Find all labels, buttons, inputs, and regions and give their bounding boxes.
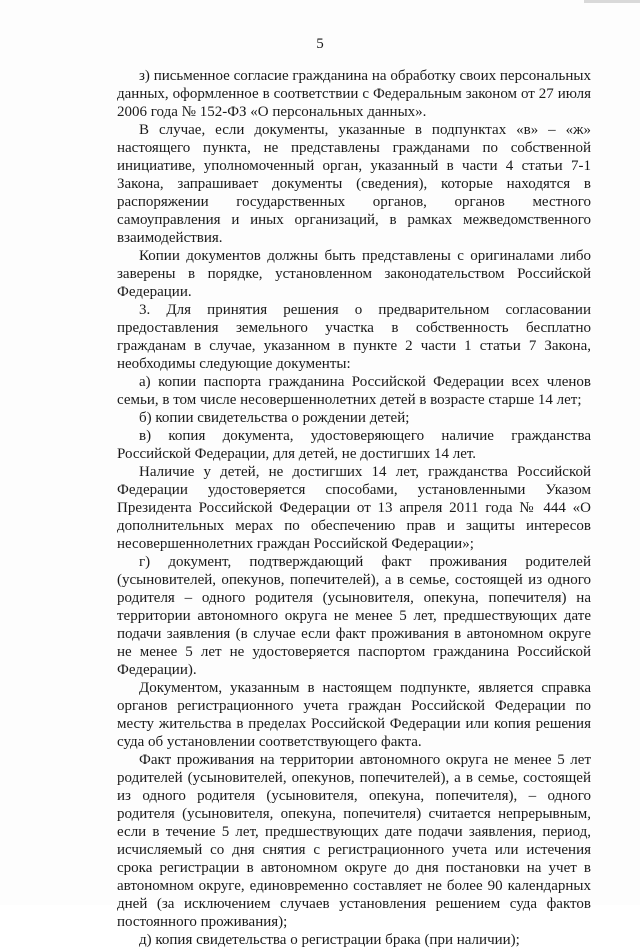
paragraph-g-residence-proof: г) документ, подтверждающий факт проживания родителей (усыновителей, опекунов, попечителей), а в семье, состоящей из одного родителя – одного родителя (усыновителя, опекуна, попечителя) на территории автономного округа не менее 5 лет, предшествующих дате подачи заявления (в случае если факт проживания в автономном округе не менее 5 лет не удостоверяется паспортом гражданина Российской Федерации).	[117, 554, 591, 678]
document-body	[117, 67, 591, 949]
paragraph-section-3: 3. Для принятия решения о предварительном согласовании предоставления земельного участка в собственность бесплатно гражданам в случае, указанном в пункте 2 части 1 статьи 7 Закона, необходимы следующие документы:	[117, 302, 591, 372]
paragraph-d-marriage-certificate: д) копия свидетельства о регистрации брака (при наличии);	[139, 932, 520, 948]
paragraph-b-birth-certificates: б) копии свидетельства о рождении детей;	[139, 410, 410, 426]
page-number: 5	[316, 36, 324, 52]
paragraph-z-consent: з) письменное согласие гражданина на обработку своих персональных данных, оформленное в соответствии с Федеральным законом от 27 июля 2006 года № 152-ФЗ «О персональных данных».	[117, 68, 591, 120]
scan-edge-mark	[584, 0, 640, 3]
paragraph-a-passport-copies: а) копии паспорта гражданина Российской Федерации всех членов семьи, в том числе несовершеннолетних детей в возрасте старше 14 лет;	[117, 374, 591, 408]
paragraph-citizenship-decree: Наличие у детей, не достигших 14 лет, гражданства Российской Федерации удостоверяется способами, установленными Указом Президента Российской Федерации от 13 апреля 2011 года № 444 «О дополнительных мерах по обеспечению прав и защиты интересов несовершеннолетних граждан Российской Федерации»;	[117, 464, 591, 552]
paragraph-continuous-residence: Факт проживания на территории автономного округа не менее 5 лет родителей (усыновителей, опекунов, попечителей), а в семье, состоящей из одного родителя (усыновителя, опекуна, попечителя), – одного родителя (усыновителя, опекуна, попечителя) считается непрерывным, если в течение 5 лет, предшествующих дате подачи заявления, период, исчисляемый со дня снятия с регистрационного учета или истечения срока регистрации в автономном округе до дня постановки на учет в автономном округе, единовременно составляет не более 90 календарных дней (за исключением случаев установления решением суда фактов постоянного проживания);	[117, 752, 591, 930]
paragraph-copies-certified: Копии документов должны быть представлены с оригиналами либо заверены в порядке, установленном законодательством Российской Федерации.	[117, 248, 591, 300]
paragraph-interagency-request: В случае, если документы, указанные в подпунктах «в» – «ж» настоящего пункта, не представлены гражданами по собственной инициативе, уполномоченный орган, указанный в части 4 статьи 7-1 Закона, запрашивает документы (сведения), которые находятся в распоряжении государственных органов, органов местного самоуправления и иных организаций, в рамках межведомственного взаимодействия.	[117, 122, 591, 246]
paragraph-registration-certificate: Документом, указанным в настоящем подпункте, является справка органов регистрационного учета граждан Российской Федерации по месту жительства в пределах Российской Федерации или копия решения суда об установлении соответствующего факта.	[117, 680, 591, 750]
paragraph-v-citizenship-document: в) копия документа, удостоверяющего наличие гражданства Российской Федерации, для детей, не достигших 14 лет.	[117, 428, 591, 462]
